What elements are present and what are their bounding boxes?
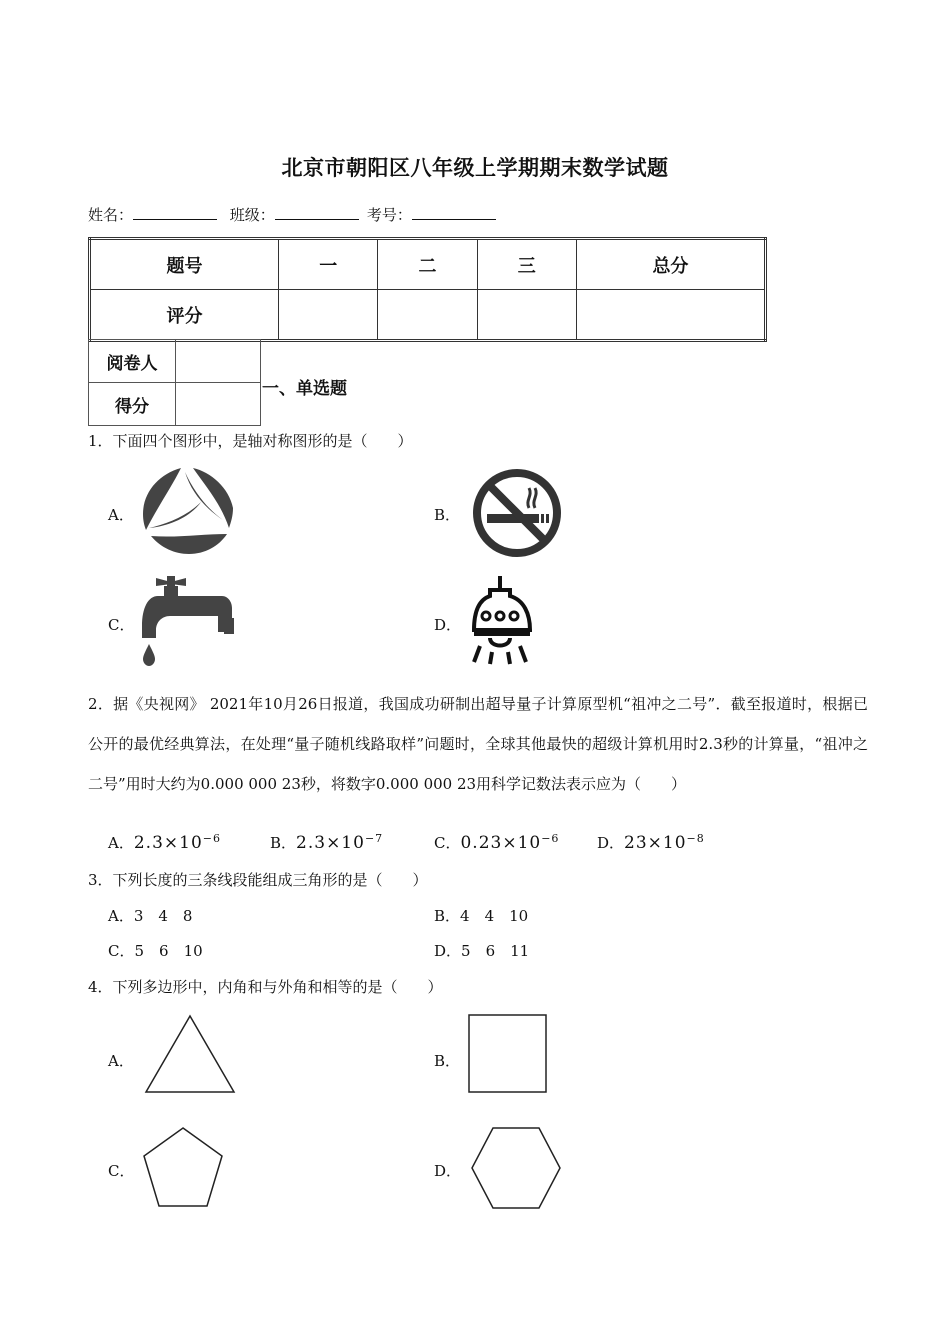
- grader-table: [88, 339, 261, 426]
- q3-option-d: D．5 6 11: [434, 942, 530, 960]
- q2-option-c-exp: −6: [541, 832, 560, 845]
- square-shape: [468, 1014, 548, 1094]
- score-cell: [576, 290, 765, 341]
- page-title: 北京市朝阳区八年级上学期期末数学试题: [281, 156, 669, 180]
- score-cell: [378, 290, 477, 341]
- name-blank: [133, 205, 217, 220]
- q1-option-d-label: D．: [434, 616, 462, 634]
- score-header-cell: 总分: [576, 239, 765, 290]
- q4-option-c-label: C．: [108, 1162, 135, 1180]
- q2-option-d-exp: −8: [686, 832, 705, 845]
- q2-option-d-base: 23×10: [624, 833, 687, 853]
- q2-option-a-exp: −6: [202, 832, 221, 845]
- grader-score-cell: [176, 383, 261, 426]
- q3-option-c: C．5 6 10: [108, 942, 203, 960]
- question-4-stem: 4．下列多边形中，内角和与外角和相等的是（ ）: [88, 978, 443, 996]
- reviewer-label: 阅卷人: [89, 340, 176, 383]
- ceiling-lamp-icon: [470, 576, 534, 666]
- q2-option-b-base: 2.3×10: [296, 833, 365, 853]
- score-table: [88, 237, 767, 342]
- q2-option-b: [270, 832, 383, 853]
- question-1-stem: 1．下面四个图形中，是轴对称图形的是（ ）: [88, 432, 413, 450]
- triangle-shape: [144, 1014, 236, 1094]
- water-faucet-icon: [138, 574, 236, 666]
- id-label: 考号：: [366, 206, 412, 224]
- q2-option-b-exp: −7: [364, 832, 384, 845]
- q2-option-b-label: B．: [270, 834, 297, 852]
- q4-option-d-label: D．: [434, 1162, 462, 1180]
- class-blank: [275, 205, 359, 220]
- q1-option-b-label: B．: [434, 506, 461, 524]
- score-header-cell: 二: [378, 239, 477, 290]
- score-cell: [279, 290, 378, 341]
- class-label: 班级：: [229, 206, 275, 224]
- score-value-row: [90, 290, 766, 341]
- question-2-stem: 2．据《央视网》 2021年10月26日报道，我国成功研制出超导量子计算原型机“祖冲之二号”．截至报道时，根据已公开的最优经典算法，在处理“量子随机线路取样”问题时，全球其他最快的超级计算机用时2.3秒的计算量，“祖冲之二号”用时大约为0.000 000 23秒，将数字0.000 000 23用科学记数法表示应为（ ）: [88, 695, 868, 793]
- q4-option-b-label: B．: [434, 1052, 461, 1070]
- no-smoking-icon: [471, 468, 563, 558]
- q2-option-a-base: 2.3×10: [133, 833, 203, 853]
- score-row-label: 评分: [90, 290, 279, 341]
- q3-option-a: A．3 4 8: [108, 907, 193, 925]
- q1-option-a-label: A．: [108, 506, 134, 524]
- score-header-cell: 三: [477, 239, 576, 290]
- question-3-stem: 3．下列长度的三条线段能组成三角形的是（ ）: [88, 871, 428, 889]
- q2-option-c: [434, 832, 559, 853]
- q2-option-c-label: C．: [434, 834, 461, 852]
- hexagon-shape: [470, 1126, 562, 1210]
- q2-option-c-base: 0.23×10: [460, 833, 542, 853]
- q1-option-c-label: C．: [108, 616, 135, 634]
- id-blank: [412, 205, 496, 220]
- score-header-cell: 题号: [90, 239, 279, 290]
- q4-option-a-label: A．: [108, 1052, 134, 1070]
- q3-option-b: B．4 4 10: [434, 907, 529, 925]
- name-label: 姓名：: [88, 206, 134, 224]
- score-header-row: [90, 239, 766, 290]
- reviewer-cell: [176, 340, 261, 383]
- grader-score-label: 得分: [89, 383, 176, 426]
- score-header-cell: 一: [279, 239, 378, 290]
- q2-option-d-label: D．: [597, 834, 625, 852]
- triangle-leaf-logo-icon: [139, 464, 235, 554]
- pentagon-shape: [142, 1126, 224, 1208]
- section-heading: 一、单选题: [262, 379, 347, 399]
- score-cell: [477, 290, 576, 341]
- q2-option-d: [597, 832, 705, 853]
- q2-option-a: [108, 832, 221, 853]
- q2-option-a-label: A．: [108, 834, 134, 852]
- student-info: [88, 204, 504, 225]
